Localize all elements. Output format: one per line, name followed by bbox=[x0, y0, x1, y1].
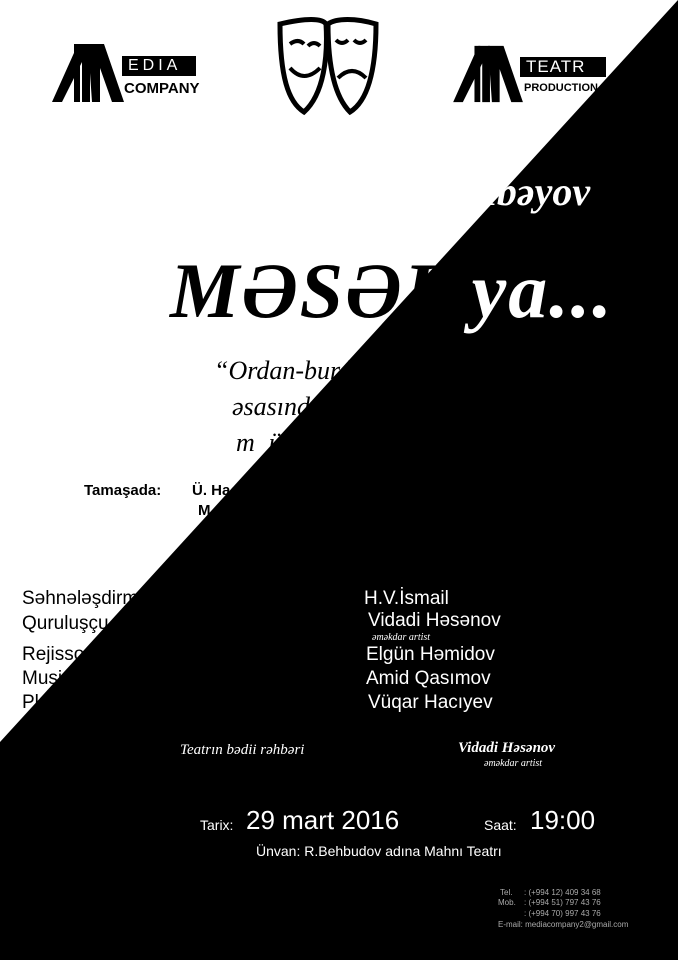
credit-title-2: əməkdar artist bbox=[372, 632, 431, 643]
media-logo-line1: EDIA bbox=[128, 57, 182, 74]
contact-mob-1: : (+994 51) 797 43 76 bbox=[524, 898, 601, 907]
contact-tel-label: Tel. bbox=[500, 888, 513, 897]
usage-line2: M.Ə.Sabirin şeirlərindən, bbox=[198, 502, 374, 519]
play-title-part1: MƏSƏL bbox=[170, 247, 451, 334]
signature-name: Vidadi Həsənov bbox=[458, 740, 556, 756]
credit-role-3: Rejissor assistenti bbox=[22, 644, 176, 665]
play-title bbox=[170, 246, 614, 336]
contact-mob-label: Mob. bbox=[498, 898, 516, 907]
event-address: Ünvan: R.Behbudov adına Mahnı Teatrı bbox=[256, 843, 502, 859]
theatre-masks-icon bbox=[276, 16, 380, 120]
media-logo-text-box bbox=[122, 56, 196, 76]
credit-name-3: Elgün Həmidov bbox=[366, 644, 495, 665]
subtitle-line2: əsasında bir kölümlü bbox=[232, 392, 451, 421]
date-label: Tarix: bbox=[200, 817, 234, 833]
contact-email: E-mail: mediacompany2@gmail.com bbox=[498, 920, 629, 929]
event-date: 29 mart 2016 bbox=[246, 805, 400, 835]
credit-name-5: Vüqar Hacıyev bbox=[368, 692, 493, 713]
subtitle-line1: “Ordan-burdan” kitabı bbox=[214, 356, 459, 385]
author-name: Ü.Hacıbəyov bbox=[378, 169, 591, 214]
media-company-logo-icon bbox=[52, 40, 126, 104]
media-logo-line2: COMPANY bbox=[124, 80, 200, 97]
credit-role-5: Plastika bbox=[22, 692, 89, 713]
event-time: 19:00 bbox=[530, 805, 596, 835]
credit-role-4: Musiqi tərtibatı bbox=[22, 668, 146, 689]
contact-mob-2: : (+994 70) 997 43 76 bbox=[524, 909, 601, 918]
play-title-part2: ya... bbox=[471, 247, 614, 334]
usage-label: Tamaşada: bbox=[84, 482, 162, 499]
subtitle-line3: mükaliməs bbox=[236, 428, 474, 457]
signature-role: Teatrın bədii rəhbəri bbox=[180, 742, 305, 758]
usage-line4: istifadə edilmişdir. bbox=[218, 542, 349, 559]
teatr-logo-line2: PRODUCTION bbox=[524, 82, 598, 94]
time-label: Saat: bbox=[484, 817, 517, 833]
teatr-logo-line1: TEATR bbox=[526, 57, 586, 76]
credit-name-2: Vidadi Həsənov bbox=[368, 610, 501, 631]
credit-role-2: Quruluşçu rejissor bbox=[22, 613, 176, 634]
credit-role-1: Səhnələşdirmə bbox=[22, 588, 149, 609]
credit-name-1: H.V.İsmail bbox=[364, 588, 449, 609]
teatr-logo-text-box bbox=[520, 57, 606, 77]
credit-name-4: Amid Qasımov bbox=[366, 668, 491, 689]
usage-line3: H.V.İsmailin mahnılarından bbox=[198, 522, 389, 539]
signature-title: əməkdar artist bbox=[484, 758, 543, 769]
contact-tel: : (+994 12) 409 34 68 bbox=[524, 888, 601, 897]
teatr-production-logo-icon bbox=[452, 42, 526, 104]
usage-line1: Ü. Hacıbəyovun musiqilərindən, bbox=[192, 482, 420, 499]
